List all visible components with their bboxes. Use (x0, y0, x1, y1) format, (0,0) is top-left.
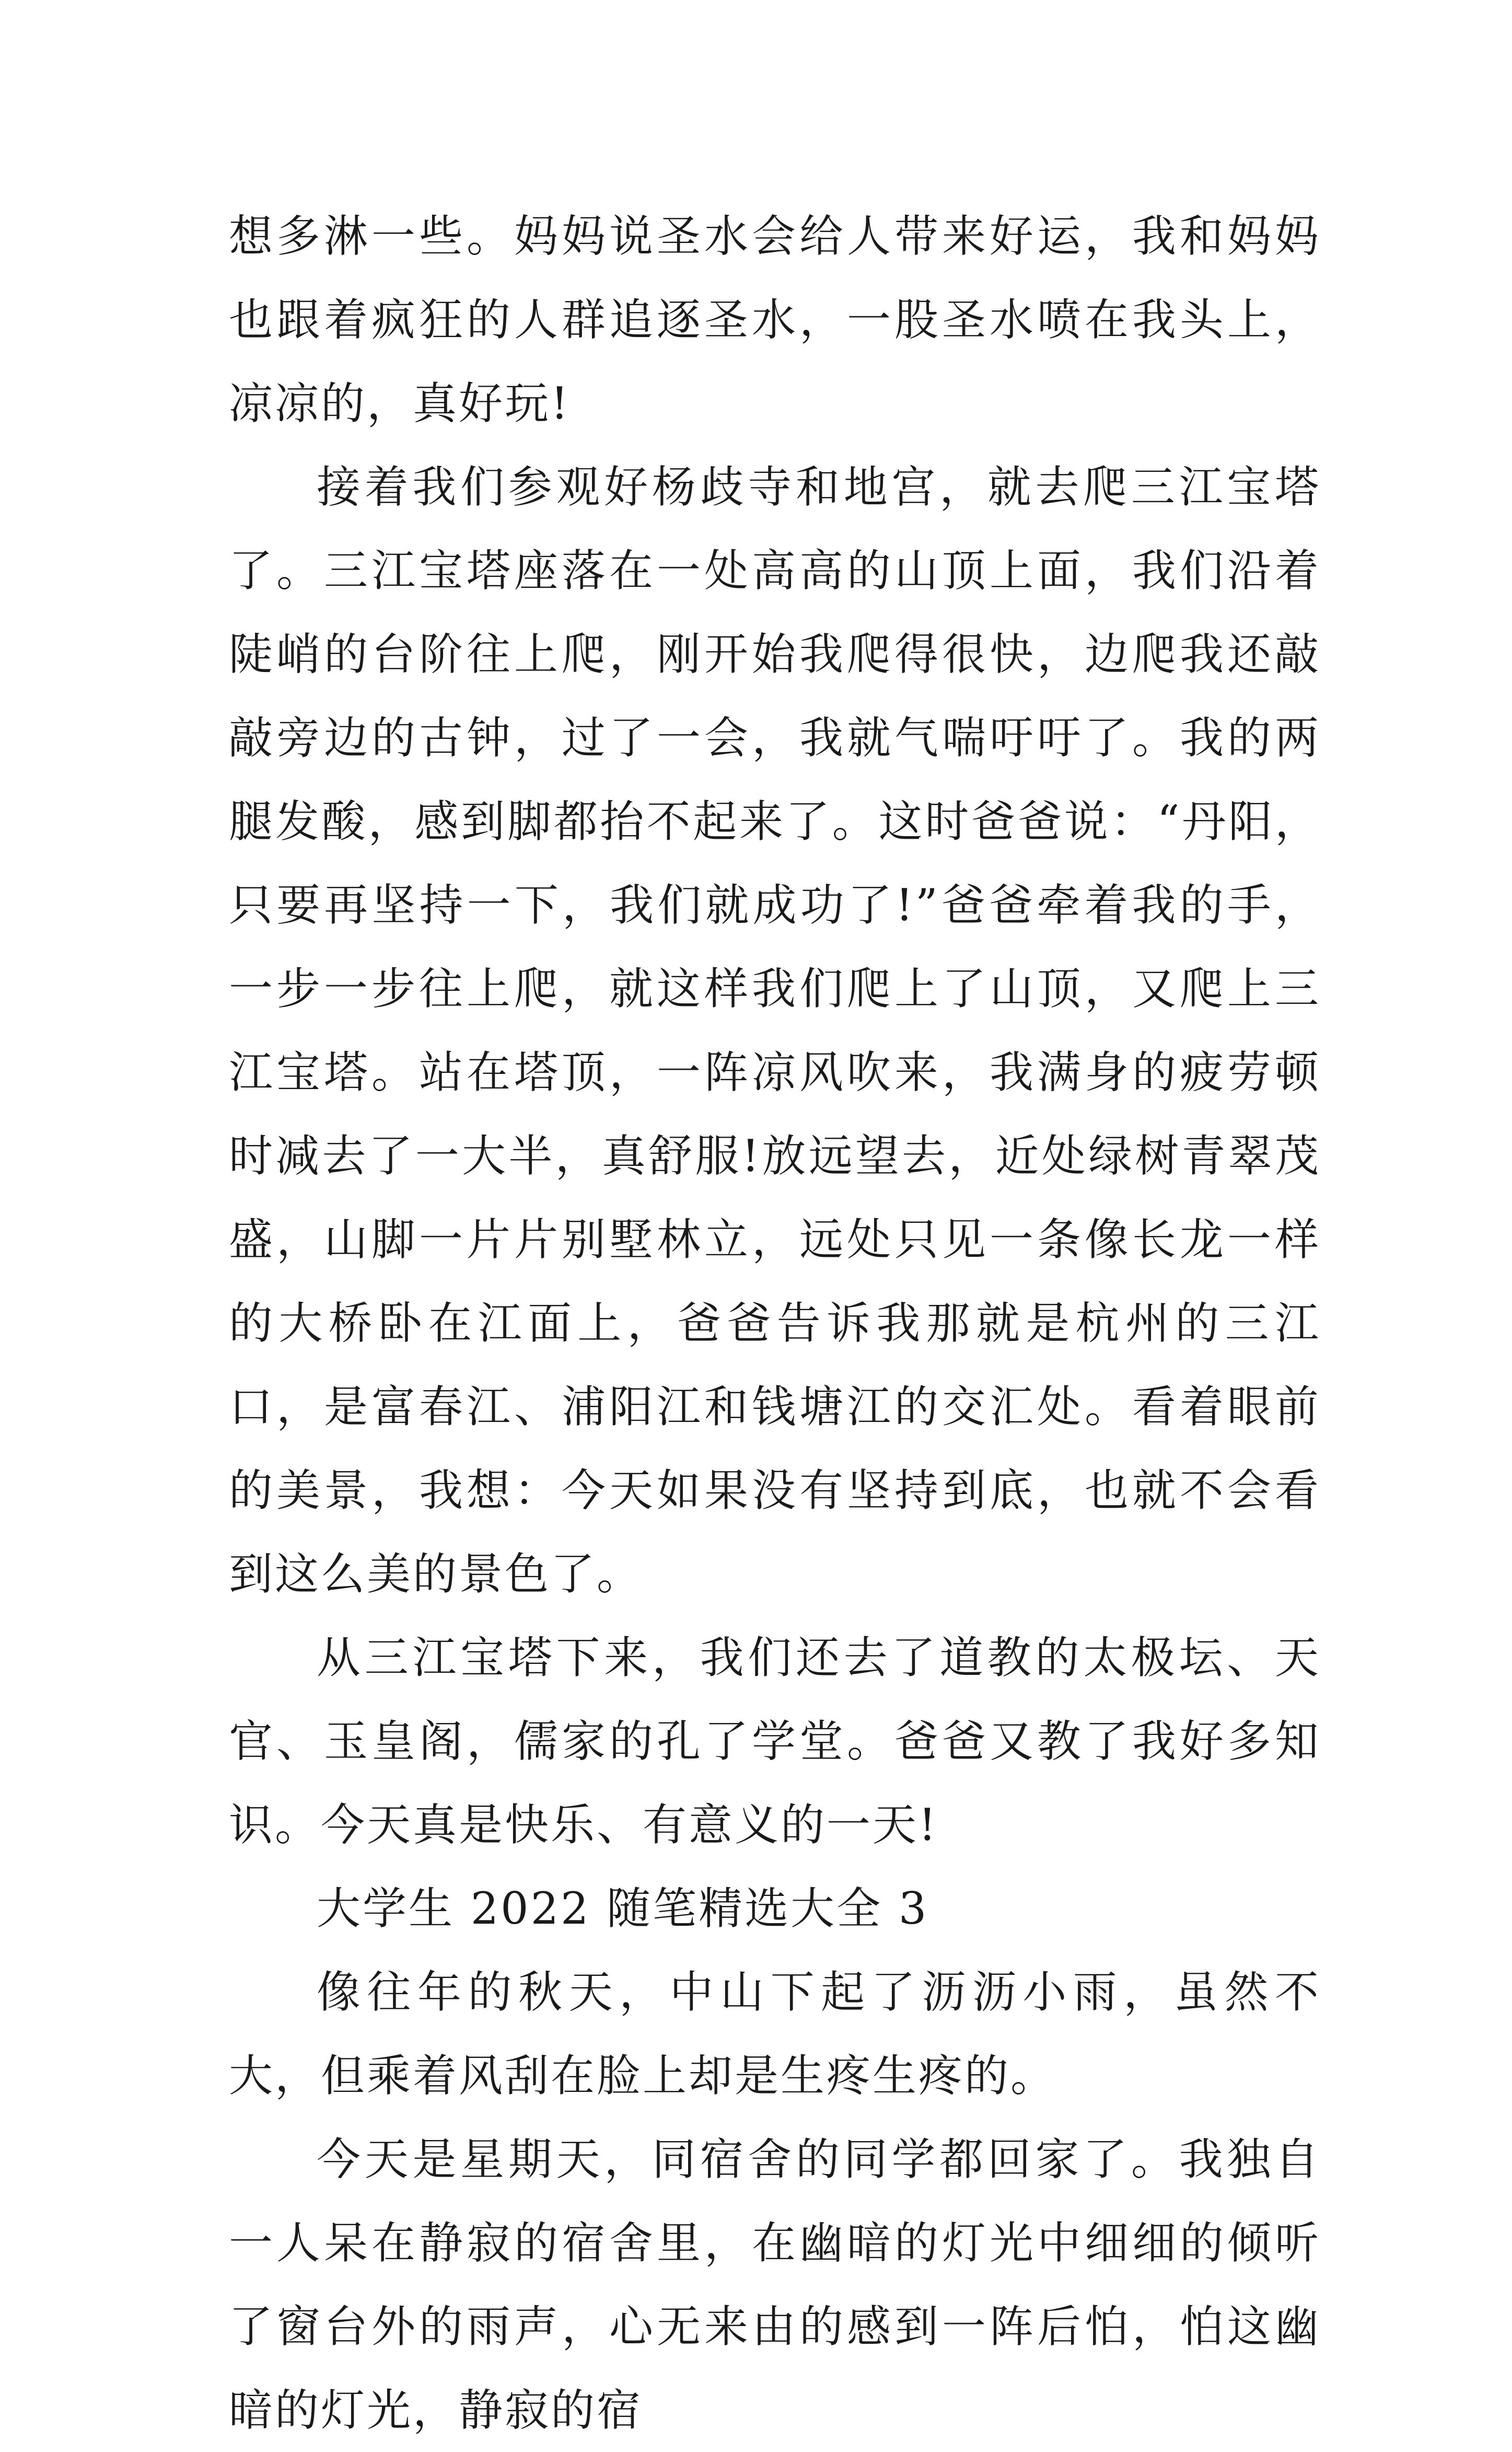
paragraph-4: 像往年的秋天，中山下起了沥沥小雨，虽然不大，但乘着风刮在脸上却是生疼生疼的。 (229, 1967, 1321, 2101)
paragraph-2: 接着我们参观好杨歧寺和地宫，就去爬三江宝塔了。三江宝塔座落在一处高高的山顶上面，我们沿着陡峭的台阶往上爬，刚开始我爬得很快，边爬我还敲敲旁边的古钟，过了一会，我就气喘吁吁了。我的两腿发酸，感到脚都抬不起来了。这时爸爸说：“丹阳，只要再坚持一下，我们就成功了!”爸爸牵着我的手，一步一步往上爬，就这样我们爬上了山顶，又爬上三江宝塔。站在塔顶，一阵凉风吹来，我满身的疲劳顿时减去了一大半，真舒服!放远望去，近处绿树青翠茂盛，山脚一片片别墅林立，远处只见一条像长龙一样的大桥卧在江面上，爸爸告诉我那就是杭州的三江口，是富春江、浦阳江和钱塘江的交汇处。看着眼前的美景，我想：今天如果没有坚持到底，也就不会看到这么美的景色了。 (229, 461, 1321, 1600)
body-text (229, 194, 1321, 2452)
paragraph-3: 从三江宝塔下来，我们还去了道教的太极坛、天官、玉皇阁，儒家的孔了学堂。爸爸又教了我好多知识。今天真是快乐、有意义的一天! (229, 1632, 1321, 1850)
section-heading: 大学生 2022 随笔精选大全 3 (317, 1883, 929, 1934)
paragraph-5: 今天是星期天，同宿舍的同学都回家了。我独自一人呆在静寂的宿舍里，在幽暗的灯光中细细的倾听了窗台外的雨声，心无来由的感到一阵后怕，怕这幽暗的灯光，静寂的宿 (229, 2134, 1321, 2436)
paragraph-1: 想多淋一些。妈妈说圣水会给人带来好运，我和妈妈也跟着疯狂的人群追逐圣水，一股圣水喷在我头上，凉凉的，真好玩! (229, 211, 1321, 429)
